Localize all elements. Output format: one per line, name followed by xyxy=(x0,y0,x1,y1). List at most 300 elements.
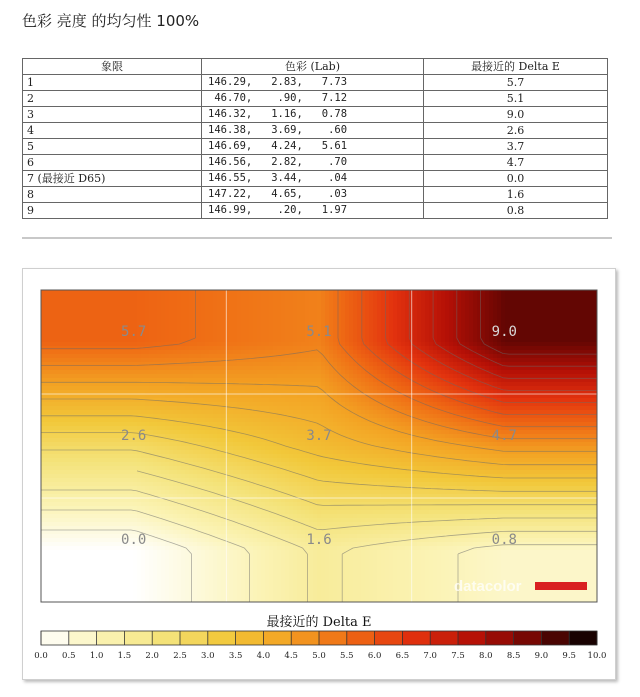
heatmap-cell xyxy=(69,414,74,419)
heatmap-cell xyxy=(365,410,370,415)
delta-e-cell: 2.6 xyxy=(424,123,608,139)
heatmap-cell xyxy=(545,318,550,323)
heatmap-cell xyxy=(441,402,446,407)
heatmap-cell xyxy=(369,430,374,435)
heatmap-cell xyxy=(341,414,346,419)
heatmap-cell xyxy=(217,370,222,375)
heatmap-cell xyxy=(69,370,74,375)
heatmap-cell xyxy=(149,354,154,359)
heatmap-cell xyxy=(85,346,90,351)
heatmap-cell xyxy=(417,318,422,323)
heatmap-cell xyxy=(377,362,382,367)
heatmap-cell xyxy=(49,302,54,307)
heatmap-cell xyxy=(217,326,222,331)
heatmap-cell xyxy=(165,326,170,331)
heatmap-cell xyxy=(525,314,530,319)
heatmap-cell xyxy=(85,338,90,343)
heatmap-cell xyxy=(589,306,594,311)
heatmap-cell xyxy=(281,290,286,295)
heatmap-cell xyxy=(93,302,98,307)
heatmap-cell xyxy=(69,354,74,359)
heatmap-cell xyxy=(357,342,362,347)
heatmap-cell xyxy=(85,334,90,339)
heatmap-cell xyxy=(233,398,238,403)
heatmap-cell xyxy=(577,386,582,391)
heatmap-cell xyxy=(573,338,578,343)
heatmap-cell xyxy=(353,350,358,355)
heatmap-cell xyxy=(153,410,158,415)
heatmap-cell xyxy=(517,346,522,351)
heatmap-cell xyxy=(501,370,506,375)
heatmap-cell xyxy=(541,354,546,359)
heatmap-cell xyxy=(581,382,586,387)
heatmap-cell xyxy=(325,306,330,311)
heatmap-cell xyxy=(105,330,110,335)
heatmap-cell xyxy=(233,350,238,355)
heatmap-cell xyxy=(585,334,590,339)
heatmap-cell xyxy=(241,294,246,299)
table-row xyxy=(23,91,608,107)
heatmap-cell xyxy=(209,326,214,331)
heatmap-cell xyxy=(401,370,406,375)
heatmap-cell xyxy=(397,394,402,399)
heatmap-cell xyxy=(209,414,214,419)
heatmap-cell xyxy=(349,406,354,411)
heatmap-cell xyxy=(441,386,446,391)
heatmap-cell xyxy=(453,394,458,399)
heatmap-cell xyxy=(213,418,218,423)
heatmap-cell xyxy=(421,334,426,339)
heatmap-cell xyxy=(357,350,362,355)
heatmap-cell xyxy=(257,322,262,327)
heatmap-cell xyxy=(581,422,586,427)
heatmap-cell xyxy=(161,330,166,335)
heatmap-cell xyxy=(577,422,582,427)
heatmap-cell xyxy=(517,406,522,411)
heatmap-cell xyxy=(469,370,474,375)
heatmap-cell xyxy=(105,406,110,411)
heatmap-cell xyxy=(249,334,254,339)
heatmap-cell xyxy=(345,370,350,375)
heatmap-cell xyxy=(445,370,450,375)
heatmap-cell xyxy=(301,298,306,303)
heatmap-cell xyxy=(217,406,222,411)
heatmap-cell xyxy=(229,366,234,371)
heatmap-cell xyxy=(165,398,170,403)
heatmap-cell xyxy=(185,410,190,415)
heatmap-cell xyxy=(197,318,202,323)
heatmap-cell xyxy=(153,358,158,363)
table-row xyxy=(23,187,608,203)
heatmap-cell xyxy=(397,302,402,307)
heatmap-cell xyxy=(237,422,242,427)
heatmap-cell xyxy=(121,406,126,411)
heatmap-cell xyxy=(277,430,282,435)
heatmap-cell xyxy=(269,410,274,415)
heatmap-cell xyxy=(249,318,254,323)
heatmap-cell xyxy=(557,394,562,399)
heatmap-cell xyxy=(533,386,538,391)
quadrant-cell: 4 xyxy=(23,123,202,139)
heatmap-cell xyxy=(465,290,470,295)
heatmap-cell xyxy=(53,358,58,363)
heatmap-cell xyxy=(481,346,486,351)
heatmap-cell xyxy=(461,322,466,327)
heatmap-cell xyxy=(217,294,222,299)
heatmap-cell xyxy=(353,370,358,375)
heatmap-cell xyxy=(513,346,518,351)
heatmap-cell xyxy=(553,334,558,339)
heatmap-cell xyxy=(449,374,454,379)
heatmap-cell xyxy=(317,414,322,419)
heatmap-cell xyxy=(177,410,182,415)
heatmap-cell xyxy=(133,342,138,347)
heatmap-cell xyxy=(281,410,286,415)
heatmap-cell xyxy=(145,402,150,407)
heatmap-cell xyxy=(377,346,382,351)
heatmap-cell xyxy=(453,406,458,411)
heatmap-cell xyxy=(381,346,386,351)
heatmap-cell xyxy=(141,370,146,375)
heatmap-cell xyxy=(509,358,514,363)
heatmap-cell xyxy=(329,414,334,419)
heatmap-cell xyxy=(401,402,406,407)
heatmap-cell xyxy=(49,310,54,315)
heatmap-cell xyxy=(557,342,562,347)
heatmap-cell xyxy=(125,294,130,299)
heatmap-cell xyxy=(205,294,210,299)
heatmap-cell xyxy=(85,374,90,379)
heatmap-cell xyxy=(137,402,142,407)
heatmap-cell xyxy=(577,418,582,423)
heatmap-cell xyxy=(293,318,298,323)
heatmap-cell xyxy=(173,354,178,359)
heatmap-cell xyxy=(113,370,118,375)
heatmap-cell xyxy=(49,426,54,431)
heatmap-cell xyxy=(541,366,546,371)
heatmap-cell xyxy=(109,326,114,331)
heatmap-cell xyxy=(445,414,450,419)
heatmap-cell xyxy=(533,326,538,331)
heatmap-cell xyxy=(581,330,586,335)
heatmap-cell xyxy=(353,422,358,427)
heatmap-cell xyxy=(153,342,158,347)
heatmap-cell xyxy=(309,410,314,415)
heatmap-cell xyxy=(513,406,518,411)
heatmap-cell xyxy=(89,346,94,351)
heatmap-cell xyxy=(397,374,402,379)
heatmap-cell xyxy=(465,322,470,327)
heatmap-cell xyxy=(137,318,142,323)
heatmap-cell xyxy=(457,410,462,415)
heatmap-cell xyxy=(41,318,46,323)
heatmap-cell xyxy=(401,350,406,355)
heatmap-cell xyxy=(469,382,474,387)
heatmap-cell xyxy=(89,402,94,407)
heatmap-cell xyxy=(165,350,170,355)
heatmap-cell xyxy=(97,294,102,299)
heatmap-cell xyxy=(261,378,266,383)
heatmap-cell xyxy=(433,418,438,423)
heatmap-cell xyxy=(269,426,274,431)
heatmap-cell xyxy=(133,386,138,391)
heatmap-cell xyxy=(205,302,210,307)
heatmap-cell xyxy=(101,306,106,311)
heatmap-cell xyxy=(289,334,294,339)
heatmap-cell xyxy=(297,302,302,307)
heatmap-cell xyxy=(57,322,62,327)
heatmap-cell xyxy=(533,394,538,399)
heatmap-cell xyxy=(441,374,446,379)
delta-e-cell: 0.8 xyxy=(424,203,608,219)
heatmap-cell xyxy=(281,342,286,347)
heatmap-cell xyxy=(117,366,122,371)
heatmap-cell xyxy=(541,342,546,347)
heatmap-cell xyxy=(277,310,282,315)
heatmap-cell xyxy=(533,314,538,319)
heatmap-cell xyxy=(277,326,282,331)
heatmap-cell xyxy=(97,418,102,423)
heatmap-cell xyxy=(437,306,442,311)
heatmap-cell xyxy=(89,314,94,319)
heatmap-cell xyxy=(513,366,518,371)
heatmap-cell xyxy=(121,362,126,367)
heatmap-cell xyxy=(161,430,166,435)
heatmap-cell xyxy=(393,306,398,311)
heatmap-cell xyxy=(165,378,170,383)
heatmap-cell xyxy=(585,366,590,371)
heatmap-cell xyxy=(357,290,362,295)
heatmap-cell xyxy=(241,338,246,343)
heatmap-cell xyxy=(481,374,486,379)
heatmap-cell xyxy=(149,358,154,363)
heatmap-cell xyxy=(105,418,110,423)
heatmap-cell xyxy=(557,314,562,319)
heatmap-cell xyxy=(321,358,326,363)
heatmap-cell xyxy=(309,362,314,367)
heatmap-cell xyxy=(197,302,202,307)
heatmap-cell xyxy=(441,310,446,315)
heatmap-cell xyxy=(421,362,426,367)
heatmap-cell xyxy=(157,302,162,307)
heatmap-cell xyxy=(569,342,574,347)
heatmap-cell xyxy=(73,370,78,375)
heatmap-cell xyxy=(145,354,150,359)
heatmap-cell xyxy=(301,370,306,375)
heatmap-cell xyxy=(253,366,258,371)
heatmap-cell xyxy=(257,350,262,355)
heatmap-cell xyxy=(493,354,498,359)
heatmap-cell xyxy=(497,354,502,359)
heatmap-cell xyxy=(257,394,262,399)
heatmap-cell xyxy=(269,342,274,347)
heatmap-cell xyxy=(185,358,190,363)
heatmap-cell xyxy=(121,414,126,419)
heatmap-cell xyxy=(69,318,74,323)
heatmap-cell xyxy=(433,362,438,367)
heatmap-cell xyxy=(129,358,134,363)
heatmap-cell xyxy=(61,394,66,399)
heatmap-cell xyxy=(117,402,122,407)
heatmap-cell xyxy=(77,414,82,419)
heatmap-cell xyxy=(105,290,110,295)
heatmap-cell xyxy=(373,402,378,407)
heatmap-cell xyxy=(65,402,70,407)
heatmap-cell xyxy=(373,414,378,419)
heatmap-cell xyxy=(581,302,586,307)
heatmap-cell xyxy=(137,294,142,299)
heatmap-cell xyxy=(277,366,282,371)
heatmap-cell xyxy=(345,422,350,427)
heatmap-cell xyxy=(81,394,86,399)
heatmap-cell xyxy=(573,342,578,347)
heatmap-cell xyxy=(573,334,578,339)
heatmap-cell xyxy=(273,334,278,339)
heatmap-cell xyxy=(521,366,526,371)
table-row xyxy=(23,203,608,219)
heatmap-cell xyxy=(493,310,498,315)
heatmap-cell xyxy=(433,386,438,391)
heatmap-cell xyxy=(89,294,94,299)
heatmap-cell xyxy=(113,310,118,315)
heatmap-cell xyxy=(565,398,570,403)
heatmap-cell xyxy=(237,358,242,363)
heatmap-cell xyxy=(461,302,466,307)
heatmap-cell xyxy=(309,422,314,427)
heatmap-cell xyxy=(301,402,306,407)
heatmap-cell xyxy=(113,354,118,359)
heatmap-cell xyxy=(329,354,334,359)
heatmap-cell xyxy=(313,378,318,383)
heatmap-cell xyxy=(273,338,278,343)
heatmap-cell xyxy=(153,378,158,383)
heatmap-cell xyxy=(317,358,322,363)
heatmap-cell xyxy=(465,338,470,343)
heatmap-cell xyxy=(225,326,230,331)
heatmap-cell xyxy=(241,342,246,347)
heatmap-cell xyxy=(425,382,430,387)
heatmap-cell xyxy=(229,318,234,323)
heatmap-cell xyxy=(241,330,246,335)
heatmap-cell xyxy=(201,406,206,411)
heatmap-cell xyxy=(521,358,526,363)
heatmap-cell xyxy=(97,402,102,407)
heatmap-cell xyxy=(277,402,282,407)
heatmap-cell xyxy=(265,430,270,435)
heatmap-cell xyxy=(41,358,46,363)
heatmap-cell xyxy=(577,314,582,319)
heatmap-cell xyxy=(561,370,566,375)
heatmap-cell xyxy=(229,406,234,411)
heatmap-cell xyxy=(189,418,194,423)
heatmap-cell xyxy=(165,298,170,303)
heatmap-cell xyxy=(321,410,326,415)
heatmap-cell xyxy=(341,366,346,371)
heatmap-cell xyxy=(49,414,54,419)
heatmap-cell xyxy=(81,338,86,343)
heatmap-cell xyxy=(53,350,58,355)
heatmap-cell xyxy=(109,346,114,351)
heatmap-cell xyxy=(433,378,438,383)
lab-cell: 46.70, .90, 7.12 xyxy=(202,91,424,107)
heatmap-cell xyxy=(353,382,358,387)
heatmap-cell xyxy=(97,334,102,339)
heatmap-cell xyxy=(229,394,234,399)
heatmap-cell xyxy=(81,318,86,323)
heatmap-cell xyxy=(365,346,370,351)
heatmap-cell xyxy=(61,406,66,411)
heatmap-cell xyxy=(45,422,50,427)
heatmap-cell xyxy=(497,290,502,295)
heatmap-cell xyxy=(393,334,398,339)
heatmap-cell xyxy=(357,394,362,399)
heatmap-cell xyxy=(313,406,318,411)
heatmap-cell xyxy=(73,418,78,423)
heatmap-cell xyxy=(317,302,322,307)
heatmap-cell xyxy=(437,322,442,327)
heatmap-cell xyxy=(265,402,270,407)
heatmap-cell xyxy=(249,418,254,423)
heatmap-cell xyxy=(161,406,166,411)
heatmap-cell xyxy=(353,294,358,299)
heatmap-cell xyxy=(581,334,586,339)
heatmap-cell xyxy=(473,334,478,339)
heatmap-cell xyxy=(49,290,54,295)
heatmap-cell xyxy=(133,402,138,407)
heatmap-cell xyxy=(177,326,182,331)
heatmap-cell xyxy=(377,414,382,419)
heatmap-cell xyxy=(545,418,550,423)
heatmap-cell xyxy=(197,366,202,371)
heatmap-cell xyxy=(461,422,466,427)
heatmap-cell xyxy=(113,386,118,391)
heatmap-cell xyxy=(265,310,270,315)
heatmap-cell xyxy=(269,302,274,307)
heatmap-cell xyxy=(437,302,442,307)
heatmap-cell xyxy=(89,426,94,431)
heatmap-cell xyxy=(149,350,154,355)
heatmap-cell xyxy=(501,314,506,319)
heatmap-cell xyxy=(385,346,390,351)
heatmap-cell xyxy=(181,290,186,295)
heatmap-cell xyxy=(501,298,506,303)
heatmap-cell xyxy=(205,354,210,359)
heatmap-cell xyxy=(333,422,338,427)
heatmap-cell xyxy=(417,314,422,319)
heatmap-cell xyxy=(161,378,166,383)
heatmap-cell xyxy=(357,346,362,351)
heatmap-cell xyxy=(121,294,126,299)
heatmap-cell xyxy=(441,298,446,303)
heatmap-cell xyxy=(265,334,270,339)
heatmap-cell xyxy=(185,374,190,379)
heatmap-cell xyxy=(497,414,502,419)
heatmap-cell xyxy=(501,302,506,307)
heatmap-cell xyxy=(381,342,386,347)
heatmap-cell xyxy=(273,406,278,411)
heatmap-cell xyxy=(57,294,62,299)
heatmap-cell xyxy=(93,334,98,339)
heatmap-cell xyxy=(341,430,346,435)
heatmap-cell xyxy=(457,326,462,331)
heatmap-cell xyxy=(241,426,246,431)
heatmap-cell xyxy=(369,310,374,315)
heatmap-cell xyxy=(577,370,582,375)
heatmap-cell xyxy=(341,358,346,363)
heatmap-cell xyxy=(313,298,318,303)
heatmap-cell xyxy=(77,426,82,431)
heatmap-cell xyxy=(213,342,218,347)
